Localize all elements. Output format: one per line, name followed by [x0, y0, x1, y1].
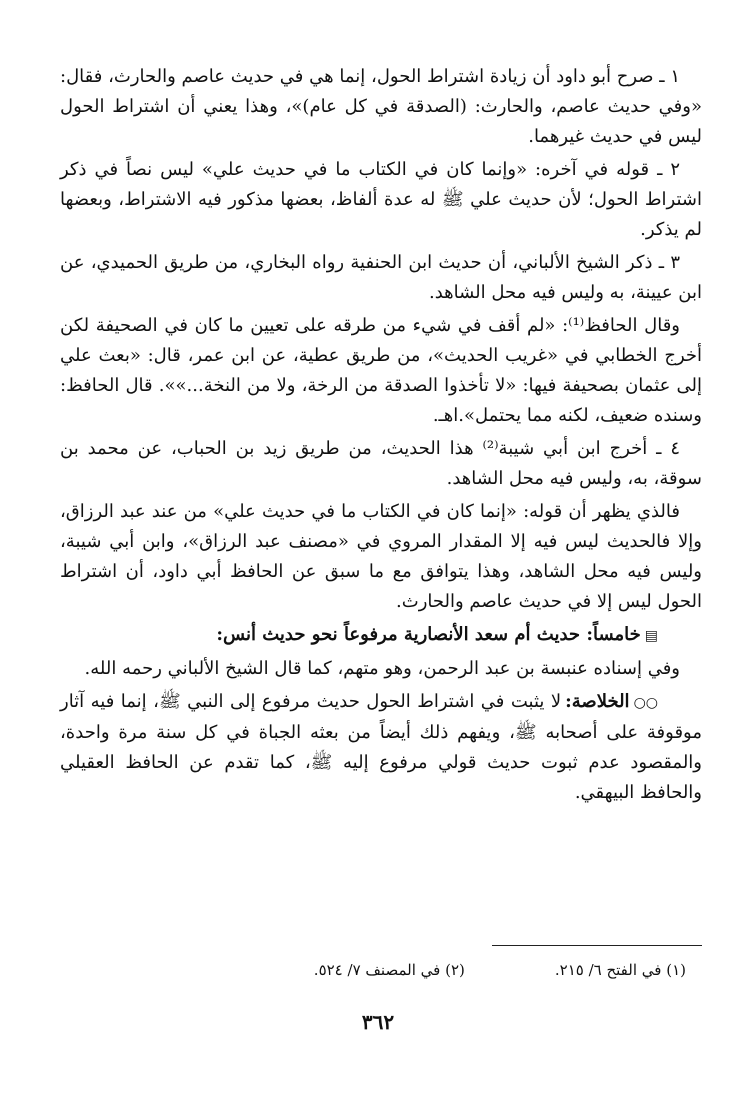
paragraph-5: ٤ ـ أخرج ابن أبي شيبة⁽²⁾ هذا الحديث، من طريق زيد بن الحباب، عن محمد بن سوقة، به، وليس فيه محل الشاهد.: [60, 438, 702, 489]
footnotes: [60, 958, 686, 982]
footnote-1: (١) في الفتح ٦/ ٢١٥.: [554, 961, 686, 979]
footnote-divider: [492, 945, 702, 946]
paragraph-3: ٣ ـ ذكر الشيخ الألباني، أن حديث ابن الحنفية رواه البخاري، من طريق الحميدي، عن ابن عيينة، به وليس فيه محل الشاهد.: [60, 252, 702, 303]
summary-paragraph: [60, 687, 702, 808]
summary-text: لا يثبت في اشتراط الحول حديث مرفوع إلى النبي ﷺ، إنما فيه آثار موقوفة على أصحابه ﷺ، ويفهم ذلك أيضاً من بعثه الجباة في كل سنة مرة واحدة، والمقصود عدم ثبوت حديث قولي مرفوع إليه ﷺ، كما تقدم عن الحافظ العقيلي والحافظ البيهقي.: [60, 691, 702, 803]
paragraph-6: فالذي يظهر أن قوله: «إنما كان في الكتاب ما في حديث علي» من عند عبد الرزاق، وإلا فالحديث ليس فيه إلا المقدار المروي في «مصنف عبد الرزاق»، وابن أبي شيبة، وليس فيه محل الشاهد، وهذا يتوافق مع ما سبق عن الحافظ أبي داود، أن اشتراط الحول ليس إلا في حديث عاصم والحارث.: [60, 501, 702, 612]
heading-paragraph: وفي إسناده عنبسة بن عبد الرحمن، وهو متهم، كما قال الشيخ الألباني رحمه الله.: [84, 658, 680, 679]
page-number: ٣٦٢: [361, 1010, 395, 1034]
section-heading: [60, 620, 702, 651]
summary-label: الخلاصة:: [565, 691, 630, 712]
paragraph-4: وقال الحافظ⁽¹⁾: «لم أقف في شيء من طرقه على تعيين ما كان في الصحيفة لكن أخرج الخطابي في «غريب الحديث»، من طريق عطية، عن ابن عمر، قال: «بعث علي إلى عثمان بصحيفة فيها: «لا تأخذوا الصدقة من الرخة، ولا من النخة...»». قال الحافظ: وسنده ضعيف، لكنه مما يحتمل».اهـ.: [60, 315, 702, 426]
paragraph-1: ١ ـ صرح أبو داود أن زيادة اشتراط الحول، إنما هي في حديث عاصم والحارث، فقال: «وفي حديث عاصم، والحارث: (الصدقة في كل عام)»، وهذا يعني أن اشتراط الحول ليس في حديث غيرهما.: [60, 66, 702, 147]
circles-icon: ○○: [633, 695, 658, 711]
footnote-2: (٢) في المصنف ٧/ ٥٢٤.: [313, 961, 465, 979]
paragraph-2: ٢ ـ قوله في آخره: «وإنما كان في الكتاب ما في حديث علي» ليس نصاً في ذكر اشتراط الحول؛ لأن حديث علي ﷺ له عدة ألفاظ، بعضها مذكور فيه الاشتراط، وبعضها لم يذكر.: [60, 159, 702, 240]
section-heading-text: خامساً: حديث أم سعد الأنصارية مرفوعاً نحو حديث أنس:: [216, 624, 641, 645]
main-text: [60, 62, 702, 811]
book-icon: ▤: [644, 628, 658, 644]
